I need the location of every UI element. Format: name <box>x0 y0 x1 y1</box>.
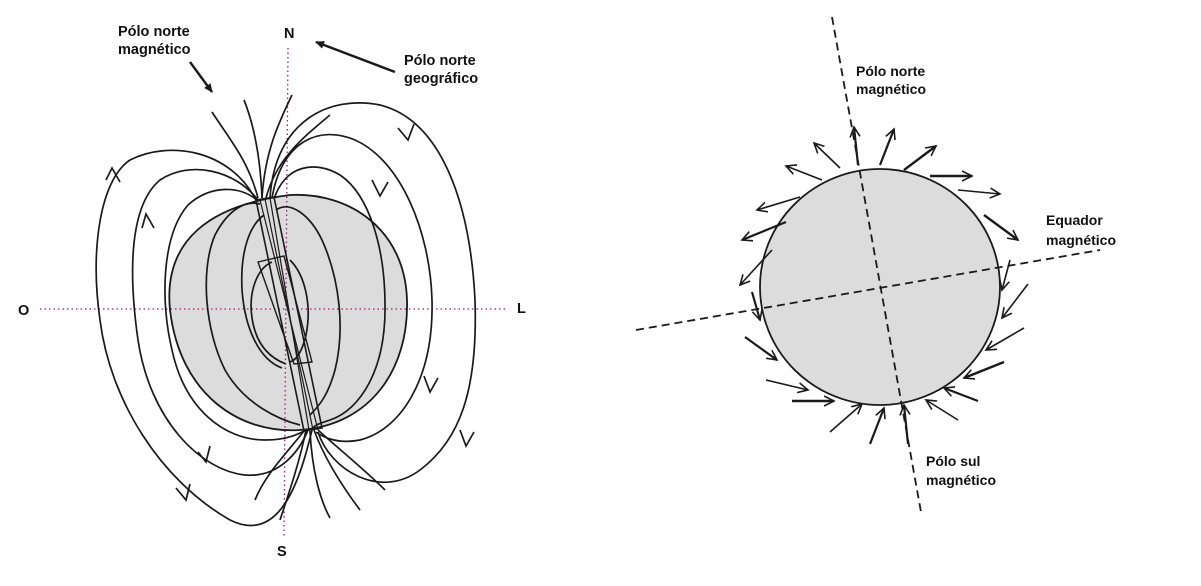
magnetic-north-pointer <box>190 62 212 92</box>
label-geographic-north: Pólo norte geográfico <box>404 53 479 87</box>
right-panel-field-vectors <box>636 17 1116 512</box>
compass-south: S <box>277 544 287 560</box>
left-panel-earth-dipole <box>18 24 526 560</box>
label-magnetic-equator: Equador magnético <box>1046 212 1117 248</box>
compass-west: O <box>18 303 30 319</box>
label-magnetic-north-right: Pólo norte magnético <box>856 63 927 97</box>
label-magnetic-north-left: Pólo norte magnético <box>118 24 191 58</box>
compass-north: N <box>284 26 295 42</box>
label-magnetic-south: Pólo sul magnético <box>926 453 997 488</box>
compass-east: L <box>517 301 526 317</box>
geographic-north-pointer <box>316 42 395 72</box>
